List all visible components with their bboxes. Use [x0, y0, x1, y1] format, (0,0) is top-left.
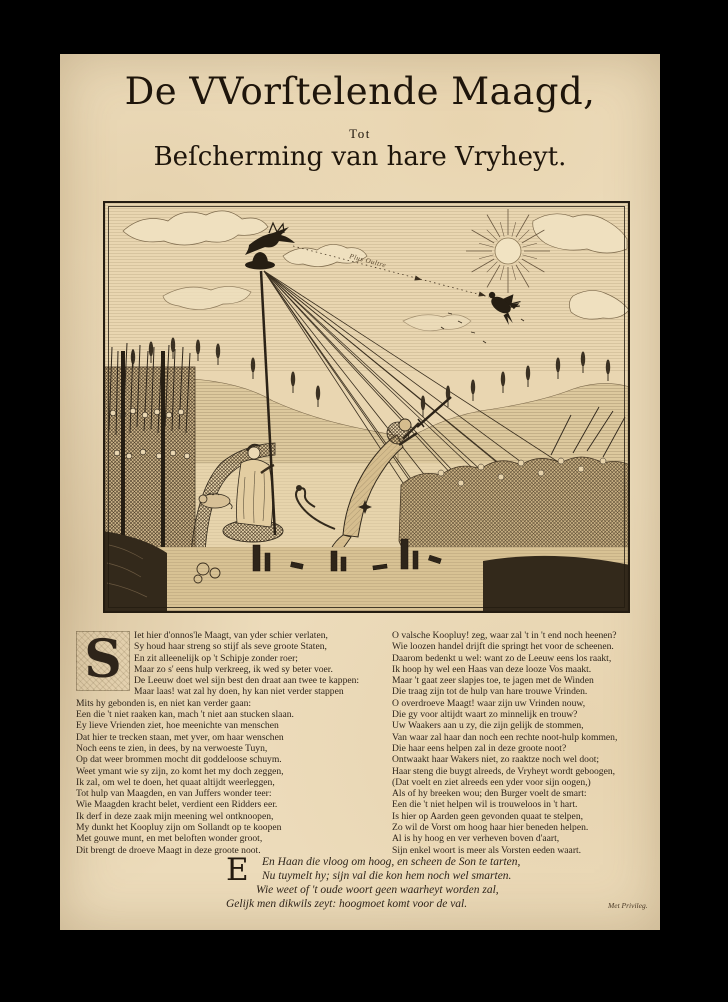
broadsheet-page — [60, 54, 660, 930]
quatrain-lines — [226, 852, 596, 911]
poem-line: Maar zo s' eens hulp verkreeg, ik wed sy beter voer. — [134, 663, 333, 675]
poem-line: Ik hoop hy wel een Haas van deze looze Vos maakt. — [392, 663, 592, 675]
poem-line: Haar steng die buygt alreeds, de Vryheyt wordt geboogen, — [392, 765, 616, 777]
privilege-note: Met Privileg. — [608, 901, 648, 910]
poem-line: Sy houd haar streng so stijf als seve groote Staten, — [134, 641, 327, 653]
poem-line: Ik derf in deze zaak mijn meening wel ontknoopen, — [76, 810, 274, 822]
poem-line: Een die 't niet helpen wil is trouweloos in 't hart. — [392, 799, 578, 811]
poem-line: Daarom bedenkt u wel: want zo de Leeuw eens los raakt, — [392, 652, 612, 664]
poem-line: My dunkt het Koopluy zijn om Sollandt op te koopen — [76, 822, 282, 834]
quatrain-line: Nu tuymelt hy; sijn val die kon hem noch wel smarten. — [262, 870, 512, 882]
poem-line: De Leeuw doet wel sijn best den draat aan twee te kappen: — [134, 675, 360, 687]
poem-line: Van waar zal haar dan noch een rechte noot-hulp kommen, — [392, 731, 618, 743]
poem-line: O valsche Koopluy! zeg, waar zal 't in 't end noch heenen? — [392, 630, 617, 641]
quatrain-line: En Haan die vloog om hoog, en scheen de Son te tarten, — [262, 856, 521, 868]
poem-line: Wie loozen handel drijft die springt het voor de scheenen. — [392, 641, 614, 653]
allegorical-engraving — [103, 201, 630, 613]
poem-line: En zit alleenelijk op 't Schipje zonder roer; — [134, 652, 298, 664]
poem-line: Ontwaakt haar Wakers niet, zo raaktze noch wel doot; — [392, 754, 600, 766]
quatrain-line: Gelijk men dikwils zeyt: hoogmoet komt voor de val. — [226, 898, 468, 910]
poem-line: Maar 't gaat zeer slapjes toe, te jagen met de Winden — [392, 675, 594, 687]
poem-line: Die gy voor altijdt waart zo minnelijk en trouw? — [392, 709, 578, 721]
poem-line: Tot hulp van Maagden, en van Juffers wonder teer: — [76, 788, 272, 800]
poem-column-right — [392, 630, 654, 856]
poem-line: Iet hier d'onnos'le Maagt, van yder schier verlaten, — [134, 630, 328, 641]
closing-quatrain — [226, 852, 596, 911]
poem-lines-right — [392, 630, 654, 856]
poem-line: Noch eens te zien, in dees, by na verwoeste Tuyn, — [76, 742, 268, 754]
poem-line: (Dat voelt en ziet alreeds een yder voor sijn oogen,) — [392, 776, 591, 788]
drop-cap-e: E — [226, 852, 249, 888]
poem-line: Is hier op Aarden geen gevonden quaat te stelpen, — [392, 810, 584, 822]
page-subtitle: Beſcherming van hare Vryheyt. — [153, 142, 567, 172]
quatrain-line: Wie weet of 't oude woort geen waarheyt worden zal, — [256, 884, 499, 896]
poem-line: Met gouwe munt, en met beloften wonder groot, — [76, 833, 263, 845]
poem-line: Mits hy gebonden is, en niet kan verder gaan: — [76, 697, 252, 709]
sky-motto: Plus Oultre — [348, 252, 388, 270]
poem-line: Sijn enkel woort is meer als Vorsten eeden waart. — [392, 844, 582, 856]
drop-cap-s: S — [76, 631, 130, 691]
poem-line: Dat hier te trecken staan, met yver, om haar wenschen — [76, 731, 284, 743]
poem-line: Een die 't niet raaken kan, mach 't niet aan stucken slaan. — [76, 709, 294, 721]
poem-line: Als of hy breeken wou; den Burger voelt de smart: — [392, 788, 587, 800]
poem-line: Uw Waakers aan u zy, die zijn gelijk de stommen, — [392, 720, 584, 732]
poem-line: O overdroeve Maagt! waar zijn uw Vrinden nouw, — [392, 697, 586, 709]
poem-line: Wie Maagden kracht belet, verdient een Ridders eer. — [76, 799, 278, 811]
poem-line: Die haar eens helpen zal in deze groote noot? — [392, 742, 567, 754]
page-subtitle-small: Tot — [349, 126, 371, 141]
page-title: De VVorſtelende Maagd, — [124, 70, 596, 113]
poem-line: Maar laas! wat zal hy doen, hy kan niet verder stappen — [134, 686, 344, 698]
poem-line: Al is hy hoog en ver verheven boven d'aart, — [392, 833, 560, 845]
poem-line: Dit brengt de droeve Maagt in deze groote noot. — [76, 844, 261, 856]
poem-line: Ey lieve Vrienden ziet, hoe meenichte van menschen — [76, 720, 279, 732]
poem-line: Ik zal, om wel te doen, het quaat altijdt weerleggen, — [76, 776, 275, 788]
poem-line: Op dat weer brommen mocht dit goddeloose schuym. — [76, 754, 282, 766]
crowd-left — [103, 343, 195, 549]
poem-line: Die traag zijn tot de hulp van hare trouwe Vrinden. — [392, 686, 588, 698]
poem-line: Zo wil de Vorst om hoog haar hier beneden helpen. — [392, 822, 589, 834]
poem-column-left — [76, 630, 381, 856]
poem-line: Weet ymant wie sy zijn, zo komt het my doch zeggen, — [76, 765, 284, 777]
